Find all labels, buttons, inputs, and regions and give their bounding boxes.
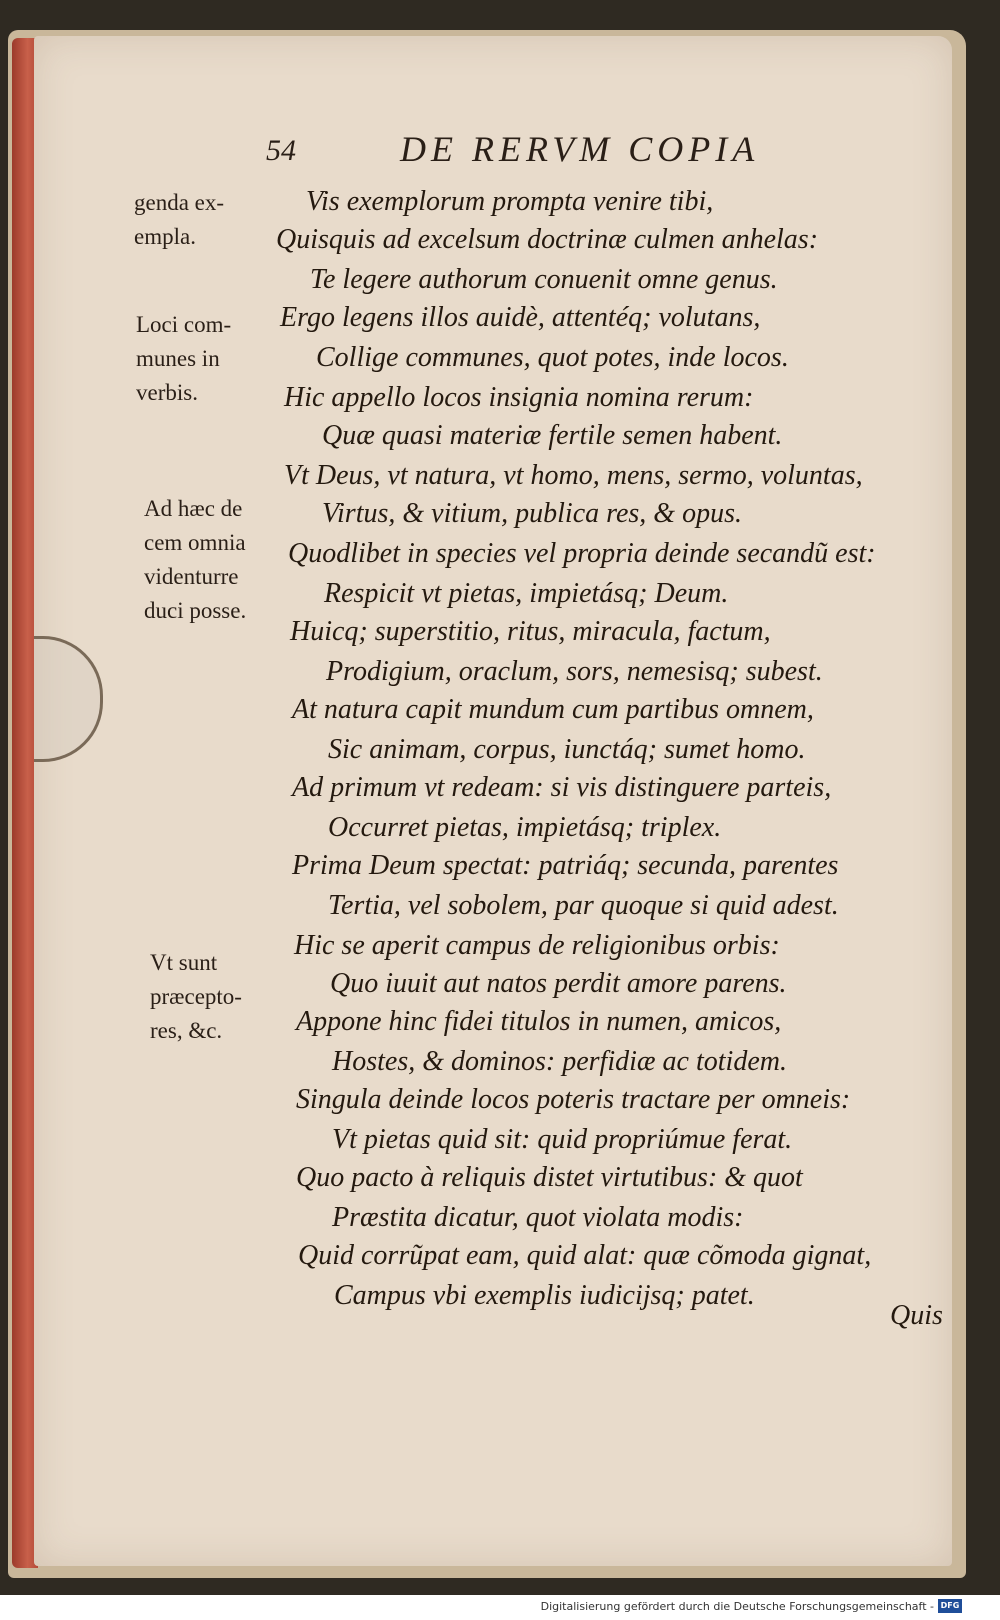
verse-line: Quo iuuit aut natos perdit amore parens. — [330, 968, 787, 999]
verse-line: Vt pietas quid sit: quid propriúmue ferat. — [332, 1124, 793, 1155]
verse-line: Vis exemplorum prompta venire tibi, — [306, 186, 714, 217]
verse-line: Quisquis ad excelsum doctrinæ culmen anhelas: — [276, 224, 819, 255]
margin-note: Vt sunt præcepto- res, &c. — [150, 950, 242, 1043]
verse-line: Appone hinc fidei titulos in numen, amicos, — [296, 1006, 782, 1037]
verse-line: Virtus, & vitium, publica res, & opus. — [322, 498, 742, 529]
verse-line: Quodlibet in species vel propria deinde secandũ est: — [288, 538, 876, 569]
dfg-logo-icon: DFG — [938, 1599, 962, 1613]
verse-line: At natura capit mundum cum partibus omnem, — [292, 694, 814, 725]
verse-line: Quæ quasi materiæ fertile semen habent. — [322, 420, 783, 451]
verse-line: Prodigium, oraclum, sors, nemesisq; subest. — [326, 656, 823, 687]
verse-line: Campus vbi exemplis iudicijsq; patet. — [334, 1280, 755, 1311]
page-number: 54 — [266, 134, 296, 167]
running-head: DE RERVM COPIA — [400, 129, 760, 169]
verse-line: Hostes, & dominos: perfidiæ ac totidem. — [332, 1046, 787, 1077]
verse-line: Respicit vt pietas, impietásq; Deum. — [324, 578, 729, 609]
verse-line: Sic animam, corpus, iunctáq; sumet homo. — [328, 734, 806, 765]
page-header — [0, 120, 1000, 180]
verse-line: Singula deinde locos poteris tractare per omneis: — [296, 1084, 851, 1115]
margin-note: Ad hæc de cem omnia videnturre duci posse. — [144, 496, 247, 623]
verse-line: Hic appello locos insignia nomina rerum: — [284, 382, 754, 413]
page-clip — [34, 636, 103, 762]
verse-line: Occurret pietas, impietásq; triplex. — [328, 812, 722, 843]
verse-line: Te legere authorum conuenit omne genus. — [310, 264, 778, 295]
margin-note: Loci com- munes in verbis. — [136, 312, 232, 405]
margin-note: genda ex- empla. — [134, 190, 225, 249]
verse-line: Vt Deus, vt natura, vt homo, mens, sermo, voluntas, — [284, 460, 863, 491]
verse-line: Hic se aperit campus de religionibus orbis: — [294, 930, 780, 961]
verse-line: Quid corrũpat eam, quid alat: quæ cõmoda gignat, — [298, 1240, 872, 1271]
funding-credit: Digitalisierung gefördert durch die Deutsche Forschungsgemeinschaft - — [540, 1600, 934, 1613]
verse-line: Collige communes, quot potes, inde locos. — [316, 342, 789, 373]
verse-line: Ad primum vt redeam: si vis distinguere parteis, — [292, 772, 832, 803]
verse-line: Huicq; superstitio, ritus, miracula, factum, — [290, 616, 771, 647]
verse-line: Quo pacto à reliquis distet virtutibus: & quot — [296, 1162, 803, 1193]
verse-line: Prima Deum spectat: patriáq; secunda, parentes — [292, 850, 839, 881]
verse-line: Tertia, vel sobolem, par quoque si quid adest. — [328, 890, 839, 921]
footer-bar — [0, 1596, 1000, 1620]
verse-line: Præstita dicatur, quot violata modis: — [332, 1202, 744, 1233]
verse-line: Ergo legens illos auidè, attentéq; volutans, — [280, 302, 761, 333]
catchword: Quis — [890, 1300, 943, 1331]
